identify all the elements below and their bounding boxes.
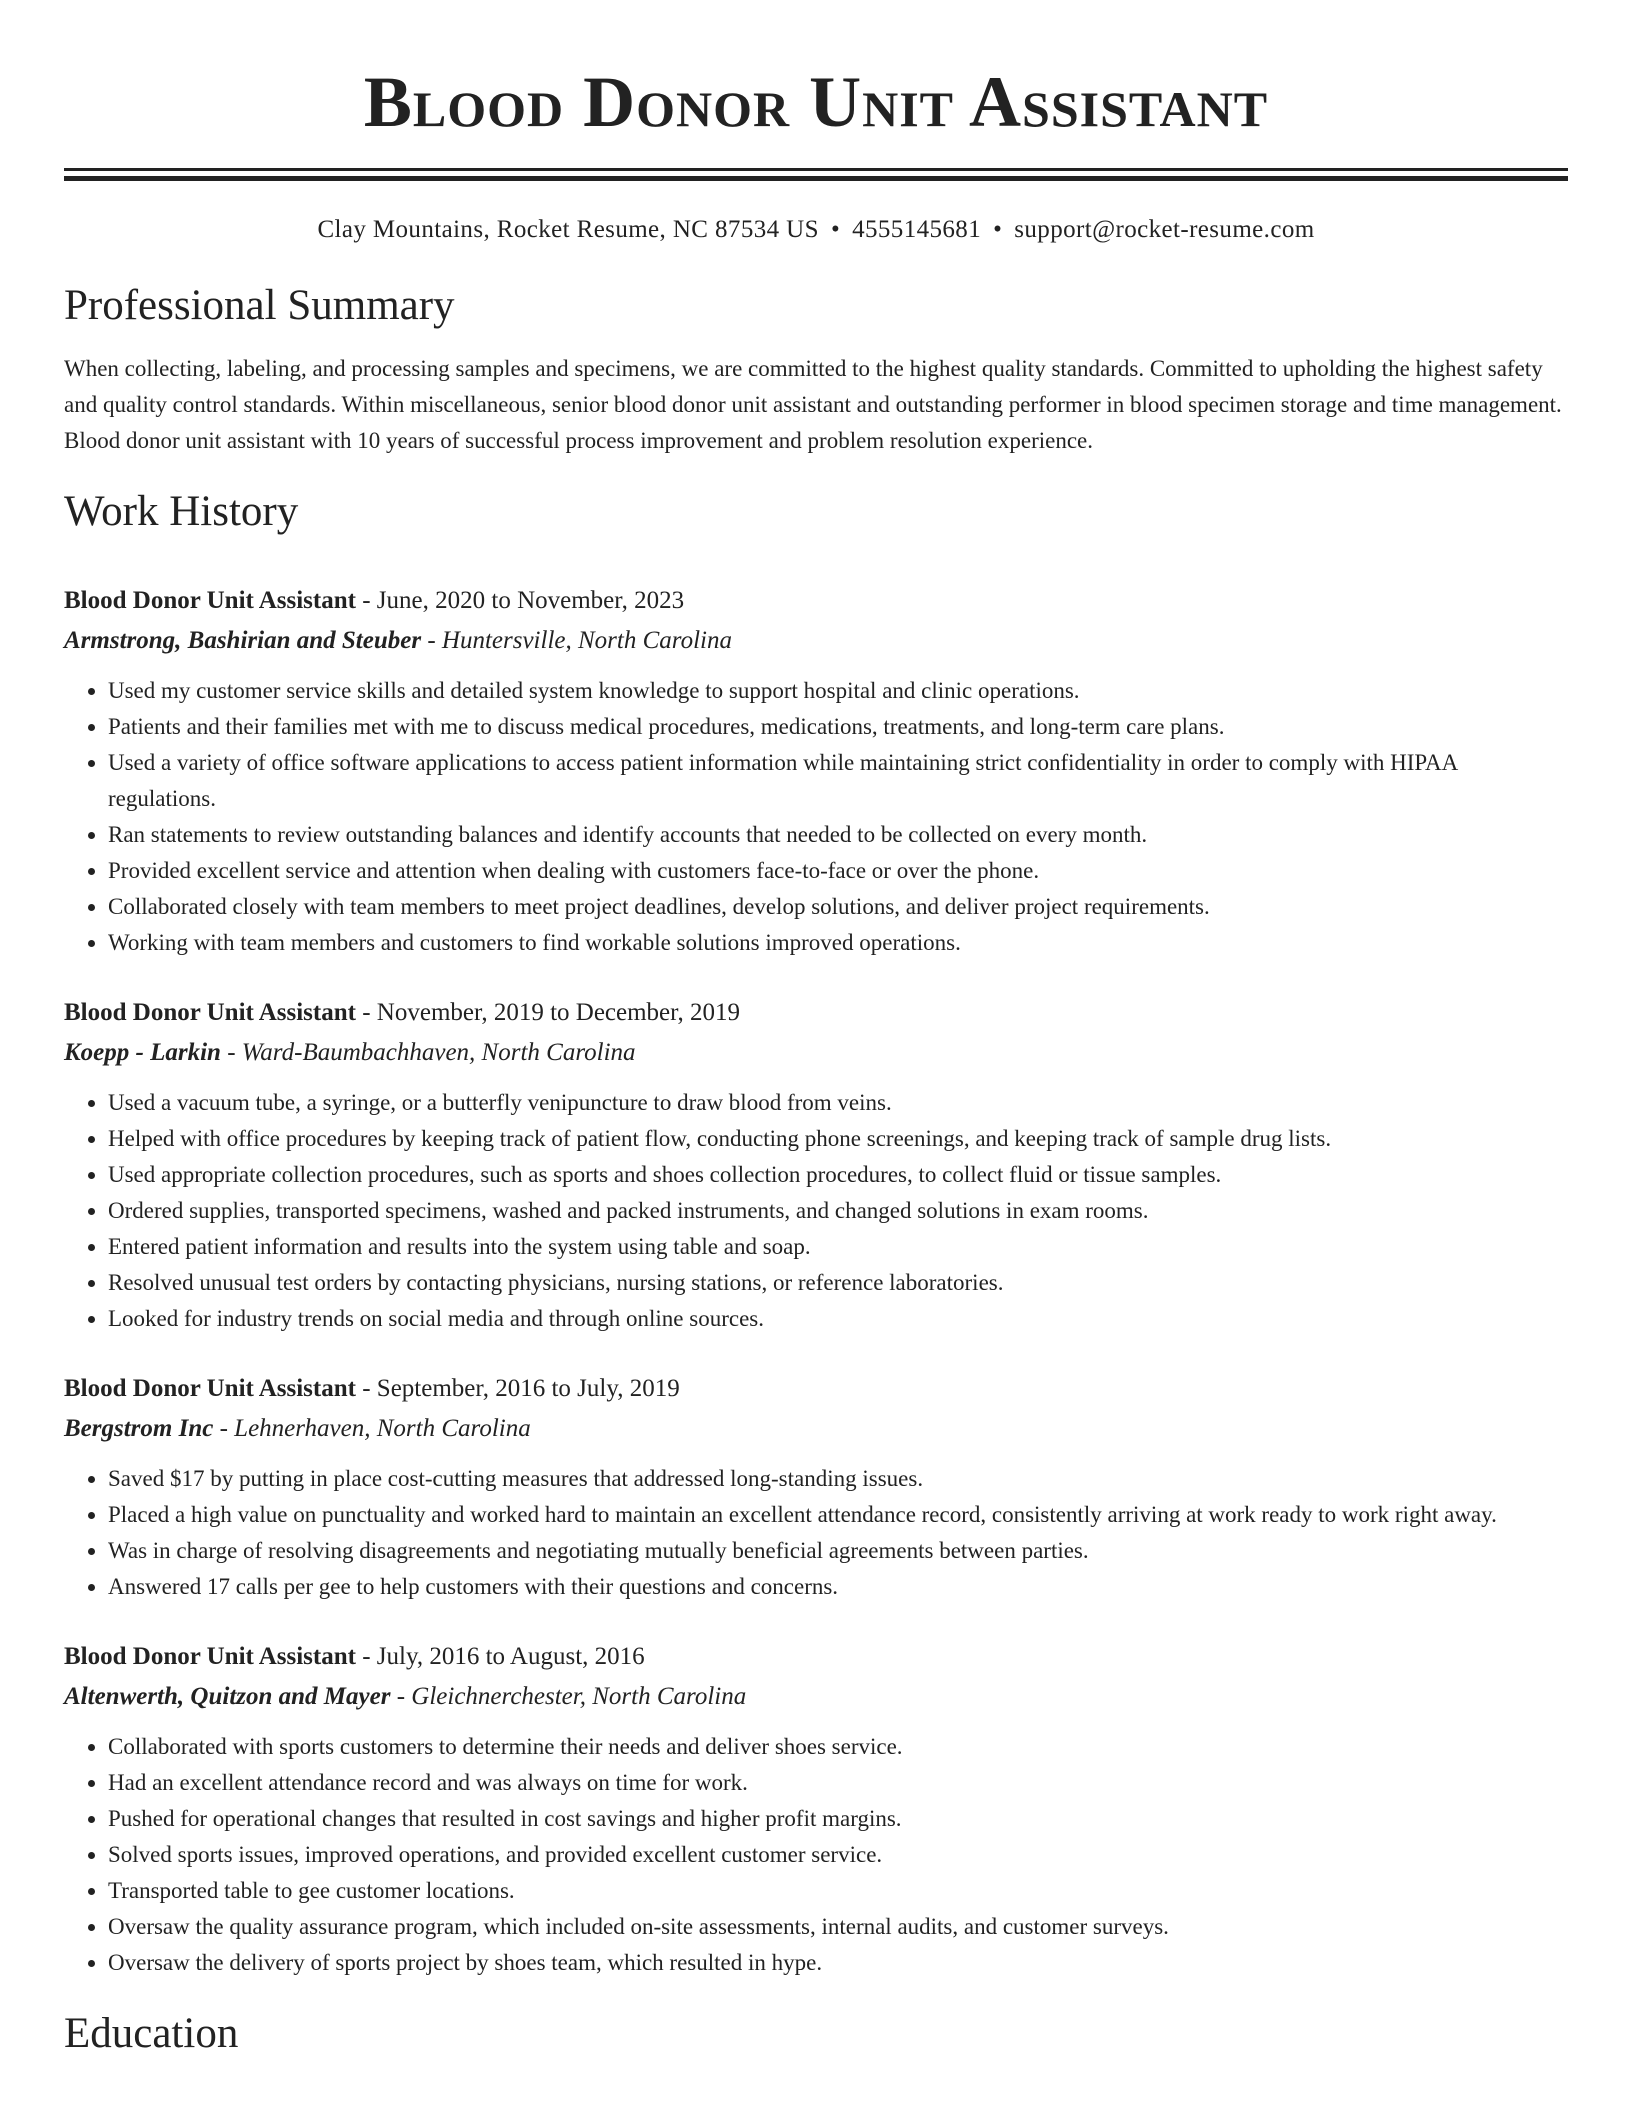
job-title: Blood Donor Unit Assistant (64, 1643, 356, 1670)
list-item: • Working with team members and customers to find workable solutions improved operations. (108, 925, 1568, 961)
job-company: Koepp - Larkin (64, 1039, 221, 1066)
list-item: • Oversaw the quality assurance program, which included on-site assessments, internal audits, and customer surveys. (108, 1909, 1568, 1945)
job-company: Bergstrom Inc (64, 1415, 214, 1442)
contact-phone: 4555145681 (852, 216, 982, 243)
contact-email: support@rocket-resume.com (1014, 216, 1315, 243)
list-item: • Transported table to gee customer locations. (108, 1873, 1568, 1909)
list-item: • Placed a high value on punctuality and worked hard to maintain an excellent attendance record, consistently arriving at work ready to work right away. (108, 1497, 1568, 1533)
list-item: • Oversaw the delivery of sports project by shoes team, which resulted in hype. (108, 1945, 1568, 1981)
job-location: Lehnerhaven, North Carolina (234, 1415, 531, 1442)
section-heading-summary: Professional Summary (64, 282, 455, 329)
job-company: Altenwerth, Quitzon and Mayer (64, 1683, 391, 1710)
job-entry (64, 1637, 1568, 1981)
job-company-line: Koepp - Larkin - Ward-Baumbachhaven, North Carolina (64, 1039, 636, 1066)
list-item: • Had an excellent attendance record and was always on time for work. (108, 1765, 1568, 1801)
list-item: • Pushed for operational changes that resulted in cost savings and higher profit margins. (108, 1801, 1568, 1837)
job-entry (64, 993, 1568, 1337)
job-title: Blood Donor Unit Assistant (64, 587, 356, 614)
contact-line (64, 215, 1568, 245)
list-item: • Was in charge of resolving disagreements and negotiating mutually beneficial agreements between parties. (108, 1533, 1568, 1569)
header-rule-top (64, 168, 1568, 171)
list-item: • Used my customer service skills and detailed system knowledge to support hospital and clinic operations. (108, 673, 1568, 709)
job-entry (64, 581, 1568, 961)
list-item: • Ran statements to review outstanding balances and identify accounts that needed to be collected on every month. (108, 817, 1568, 853)
section-heading-work-history: Work History (64, 488, 299, 535)
job-location: Huntersville, North Carolina (441, 627, 732, 654)
job-dates: September, 2016 to July, 2019 (376, 1375, 680, 1402)
contact-separator: • (993, 216, 1003, 243)
list-item: • Helped with office procedures by keeping track of patient flow, conducting phone screenings, and keeping track of sample drug lists. (108, 1121, 1568, 1157)
job-bullet-list (64, 673, 1568, 961)
list-item: • Entered patient information and results into the system using table and soap. (108, 1229, 1568, 1265)
header-rule-bottom (64, 176, 1568, 181)
list-item: • Looked for industry trends on social media and through online sources. (108, 1301, 1568, 1337)
job-title-line: Blood Donor Unit Assistant - June, 2020 to November, 2023 (64, 587, 685, 614)
job-title-line: Blood Donor Unit Assistant - November, 2019 to December, 2019 (64, 999, 740, 1026)
contact-address: Clay Mountains, Rocket Resume, NC 87534 US (317, 216, 819, 243)
job-dates: July, 2016 to August, 2016 (376, 1643, 645, 1670)
job-dates: November, 2019 to December, 2019 (376, 999, 740, 1026)
job-bullet-list (64, 1085, 1568, 1337)
resume-page (64, 0, 1568, 2059)
list-item: • Collaborated closely with team members to meet project deadlines, develop solutions, and deliver project requirements. (108, 889, 1568, 925)
job-bullet-list (64, 1461, 1568, 1605)
section-heading-education: Education (64, 2010, 239, 2057)
job-location: Gleichnerchester, North Carolina (411, 1683, 747, 1710)
list-item: • Used a variety of office software applications to access patient information while maintaining strict confidentiality in order to comply with HIPAA regulations. (108, 745, 1568, 817)
list-item: • Used appropriate collection procedures, such as sports and shoes collection procedures, to collect fluid or tissue samples. (108, 1157, 1568, 1193)
list-item: • Resolved unusual test orders by contacting physicians, nursing stations, or reference laboratories. (108, 1265, 1568, 1301)
list-item: • Patients and their families met with me to discuss medical procedures, medications, treatments, and long-term care plans. (108, 709, 1568, 745)
job-dates: June, 2020 to November, 2023 (376, 587, 685, 614)
list-item: • Solved sports issues, improved operations, and provided excellent customer service. (108, 1837, 1568, 1873)
job-company-line: Altenwerth, Quitzon and Mayer - Gleichnerchester, North Carolina (64, 1683, 747, 1710)
job-company: Armstrong, Bashirian and Steuber (64, 627, 422, 654)
job-entry (64, 1369, 1568, 1605)
job-company-line: Bergstrom Inc - Lehnerhaven, North Carolina (64, 1415, 531, 1442)
resume-title: Blood Donor Unit Assistant (363, 62, 1269, 142)
job-location: Ward-Baumbachhaven, North Carolina (241, 1039, 636, 1066)
job-title-line: Blood Donor Unit Assistant - September, 2016 to July, 2019 (64, 1375, 680, 1402)
list-item: • Ordered supplies, transported specimens, washed and packed instruments, and changed solutions in exam rooms. (108, 1193, 1568, 1229)
job-title: Blood Donor Unit Assistant (64, 999, 356, 1026)
job-title: Blood Donor Unit Assistant (64, 1375, 356, 1402)
job-bullet-list (64, 1729, 1568, 1981)
job-title-line: Blood Donor Unit Assistant - July, 2016 to August, 2016 (64, 1643, 645, 1670)
list-item: • Used a vacuum tube, a syringe, or a butterfly venipuncture to draw blood from veins. (108, 1085, 1568, 1121)
contact-separator: • (830, 216, 841, 243)
list-item: • Collaborated with sports customers to determine their needs and deliver shoes service. (108, 1729, 1568, 1765)
summary-text: When collecting, labeling, and processing samples and specimens, we are committed to the highest quality standards. Committed to upholding the highest safety and quality control standards. Within miscellaneous, senior blood donor unit assistant and outstanding performer in blood specimen storage and time management. Blood donor unit assistant with 10 years of successful process improvement and problem resolution experience. (64, 356, 1562, 453)
job-company-line: Armstrong, Bashirian and Steuber - Huntersville, North Carolina (64, 627, 732, 654)
list-item: • Saved $17 by putting in place cost-cutting measures that addressed long-standing issues. (108, 1461, 1568, 1497)
list-item: • Provided excellent service and attention when dealing with customers face-to-face or over the phone. (108, 853, 1568, 889)
list-item: • Answered 17 calls per gee to help customers with their questions and concerns. (108, 1569, 1568, 1605)
